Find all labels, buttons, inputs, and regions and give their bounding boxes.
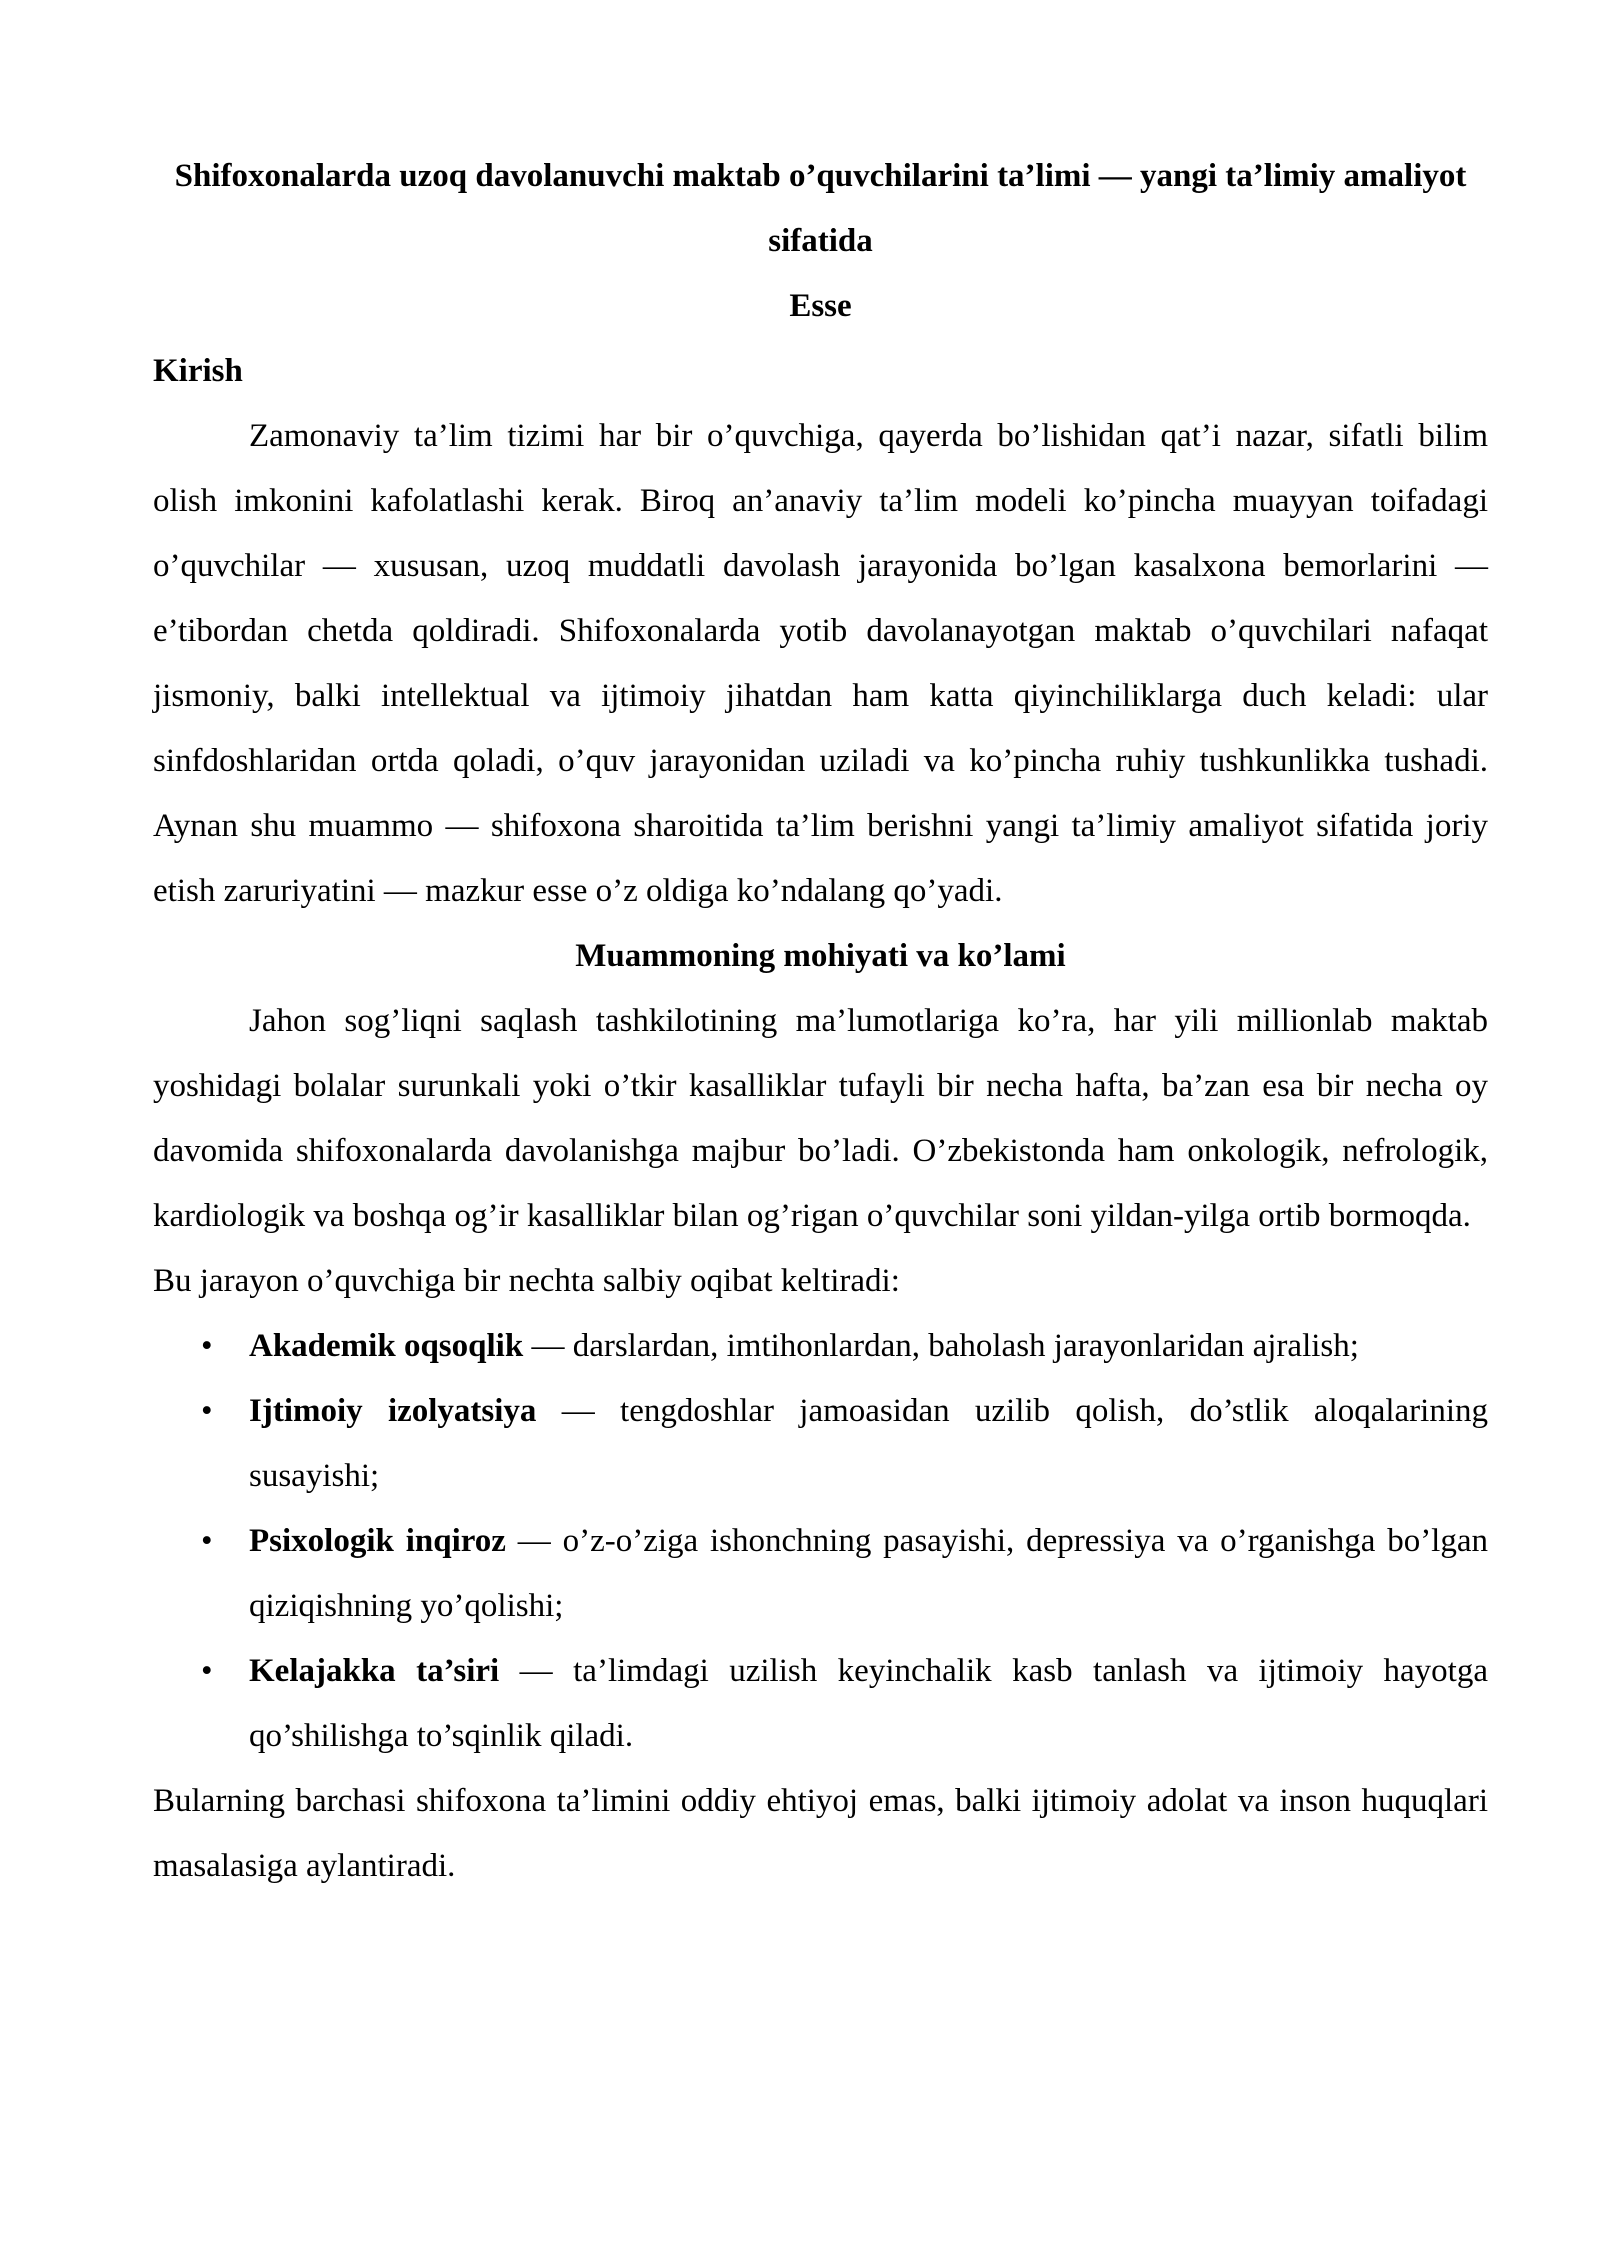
document-title: Shifoxonalarda uzoq davolanuvchi maktab o’quvchilarini ta’limi — yangi ta’limiy amaliyot sifatida (174, 158, 1467, 259)
list-item-term: Kelajakka ta’siri (249, 1653, 500, 1689)
intro-paragraph: Zamonaviy ta’lim tizimi har bir o’quvchiga, qayerda bo’lishidan qat’i nazar, sifatli bilim olish imkonini kafolatlashi kerak. Biroq an’anaviy ta’lim modeli ko’pincha muayyan toifadagi o’quvchilar — xususan, uzoq muddatli davolash jarayonida bo’lgan kasalxona bemorlarini — e’tibordan chetda qoldiradi. Shifoxonalarda yotib davolanayotgan maktab o’quvchilari nafaqat jismoniy, balki intellektual va ijtimoiy jihatdan ham katta qiyinchiliklarga duch keladi: ular sinfdoshlaridan ortda qoladi, o’quv jarayonidan uziladi va ko’pincha ruhiy tushkunlikka tushadi. Aynan shu muammo — shifoxona sharoitida ta’lim berishni yangi ta’limiy amaliyot sifatida joriy etish zaruriyatini — mazkur esse o’z oldiga ko’ndalang qo’yadi. (153, 418, 1488, 909)
list-item (153, 1379, 1488, 1509)
list-item-term: Psixologik inqiroz (249, 1523, 506, 1559)
list-item (153, 1509, 1488, 1639)
bullet-icon: • (201, 1523, 213, 1559)
intro-heading: Kirish (153, 353, 243, 389)
consequences-list (153, 1314, 1488, 1769)
document-content (153, 144, 1488, 1899)
section2-heading: Muammoning mohiyati va ko’lami (575, 938, 1066, 974)
list-item (153, 1639, 1488, 1769)
document-genre: Esse (789, 288, 852, 324)
bullet-icon: • (201, 1328, 213, 1364)
list-item (153, 1314, 1488, 1379)
section2-paragraph: Jahon sog’liqni saqlash tashkilotining ma’lumotlariga ko’ra, har yili millionlab maktab yoshidagi bolalar surunkali yoki o’tkir kasalliklar tufayli bir necha hafta, ba’zan esa bir necha oy davomida shifoxonalarda davolanishga majbur bo’ladi. O’zbekistonda ham onkologik, nefrologik, kardiologik va boshqa og’ir kasalliklar bilan og’rigan o’quvchilar soni yildan-yilga ortib bormoqda. (153, 1003, 1488, 1234)
conclusion-paragraph: Bularning barchasi shifoxona ta’limini oddiy ehtiyoj emas, balki ijtimoiy adolat va inson huquqlari masalasiga aylantiradi. (153, 1783, 1488, 1884)
list-item-term: Ijtimoiy izolyatsiya (249, 1393, 537, 1429)
list-item-text: — tengdoshlar jamoasidan uzilib qolish, do’stlik aloqalarining susayishi; (249, 1393, 1488, 1494)
list-intro: Bu jarayon o’quvchiga bir nechta salbiy oqibat keltiradi: (153, 1263, 900, 1299)
list-item-text: — o’z-o’ziga ishonchning pasayishi, depressiya va o’rganishga bo’lgan qiziqishning yo’qolishi; (249, 1523, 1488, 1624)
list-item-term: Akademik oqsoqlik (249, 1328, 524, 1364)
bullet-icon: • (201, 1653, 213, 1689)
list-item-text: — darslardan, imtihonlardan, baholash jarayonlaridan ajralish; (523, 1328, 1359, 1364)
list-item-text: — ta’limdagi uzilish keyinchalik kasb tanlash va ijtimoiy hayotga qo’shilishga to’sqinlik qiladi. (249, 1653, 1488, 1754)
bullet-icon: • (201, 1393, 213, 1429)
